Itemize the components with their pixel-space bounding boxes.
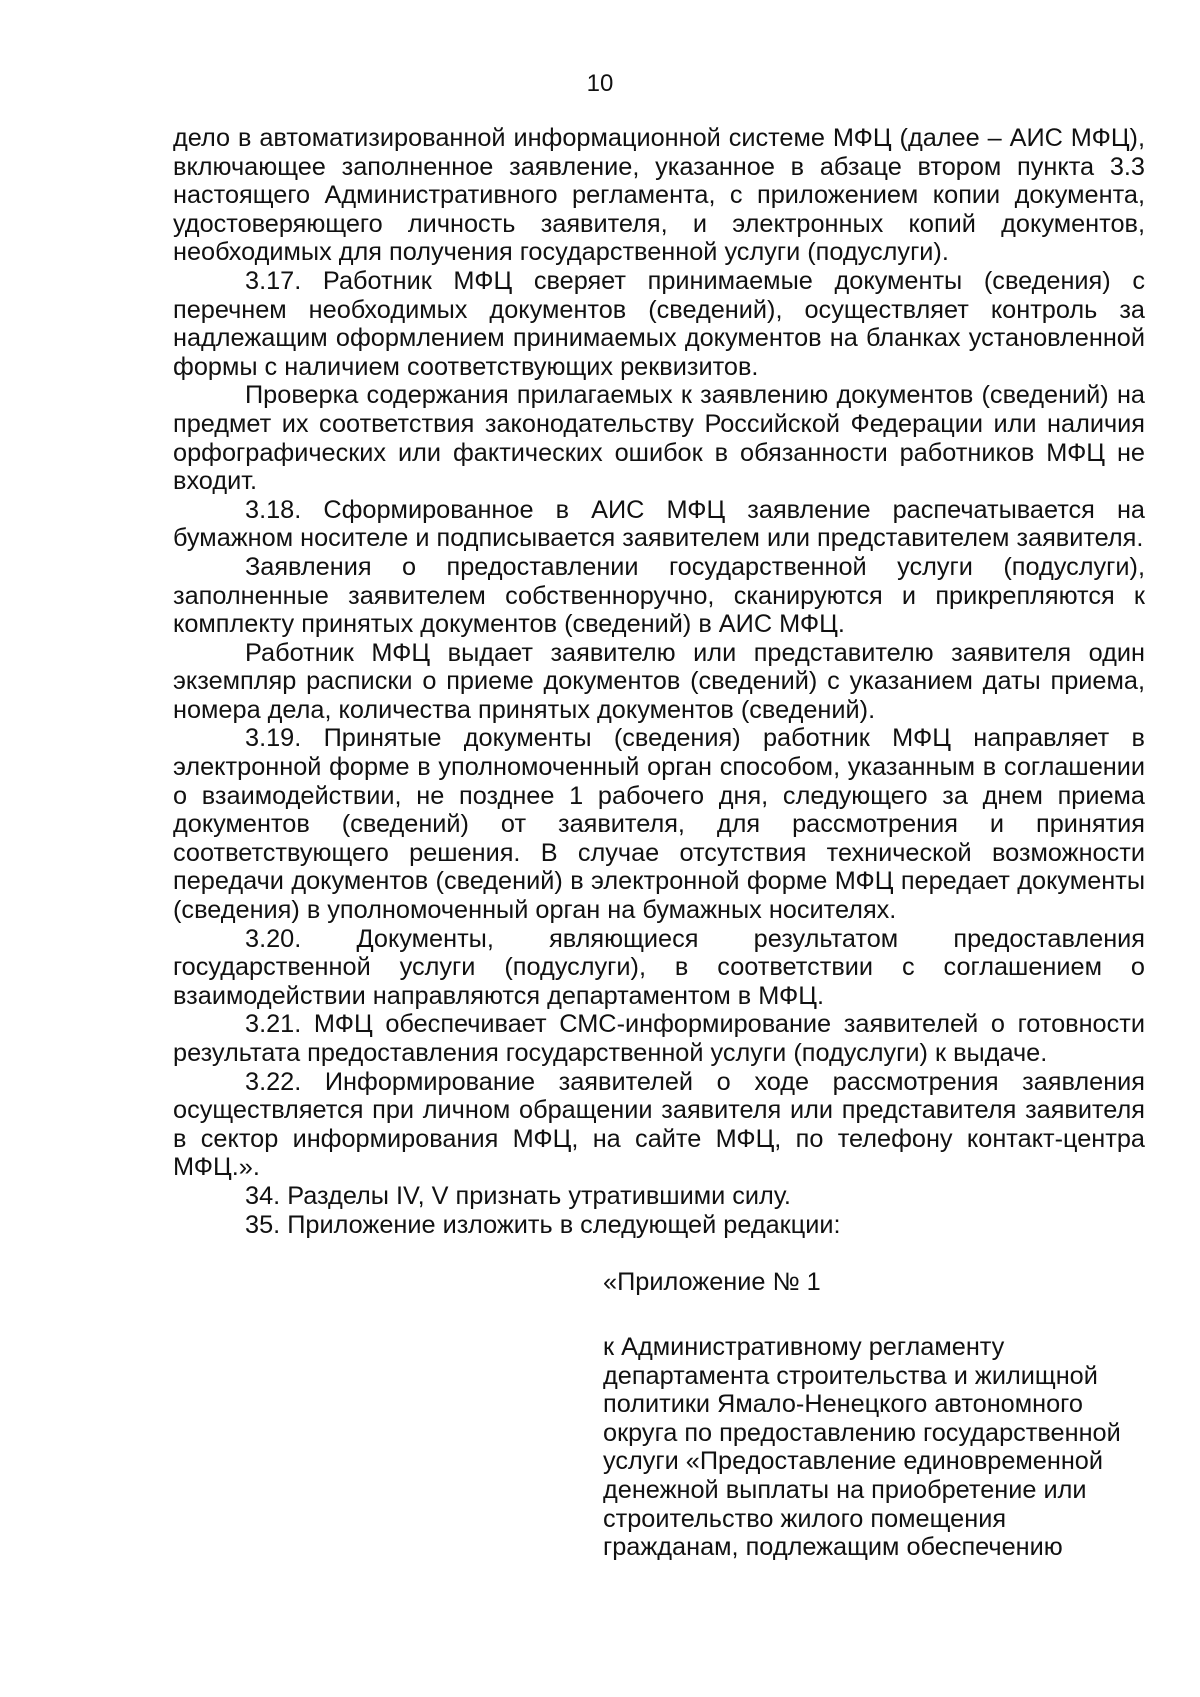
paragraph-3-19: 3.19. Принятые документы (сведения) работник МФЦ направляет в электронной форме в уполномоченный орган способом, указанным в соглашении о взаимодействии, не позднее 1 рабочего дня, следующего за днем приема документов (сведений) от заявителя, для рассмотрения и принятия соответствующего решения. В случае отсутствия технической возможности передачи документов (сведений) в электронной форме МФЦ передает документы (сведения) в уполномоченный орган на бумажных носителях. (173, 724, 1145, 925)
paragraph-34: 34. Разделы IV, V признать утратившими силу. (245, 1181, 791, 1210)
paragraph-3-20: 3.20. Документы, являющиеся результатом предоставления государственной услуги (подуслуги), в соответствии с соглашением о взаимодействии направляются департаментом в МФЦ. (173, 924, 1145, 1010)
paragraph-document-check: Проверка содержания прилагаемых к заявлению документов (сведений) на предмет их соответствия законодательству Российской Федерации или наличия орфографических или фактических ошибок в обязанности работников МФЦ не входит. (173, 381, 1145, 496)
paragraph-3-17: 3.17. Работник МФЦ сверяет принимаемые документы (сведения) с перечнем необходимых документов (сведений), осуществляет контроль за надлежащим оформлением принимаемых документов на бланках установленной формы с наличием соответствующих реквизитов. (173, 266, 1145, 381)
paragraph-3-18: 3.18. Сформированное в АИС МФЦ заявление распечатывается на бумажном носителе и подписывается заявителем или представителем заявителя. (173, 495, 1145, 553)
appendix-line: к Административному регламенту (603, 1333, 1005, 1361)
appendix-line: услуги «Предоставление единовременной (603, 1447, 1103, 1476)
appendix-line: округа по предоставлению государственной (603, 1418, 1121, 1447)
appendix-line: политики Ямало-Ненецкого автономного (603, 1390, 1083, 1419)
appendix-line: строительство жилого помещения (603, 1504, 1007, 1533)
paragraph-35: 35. Приложение изложить в следующей редакции: (245, 1210, 841, 1239)
document-body (173, 124, 1145, 1239)
appendix-reference (603, 1333, 1148, 1562)
paragraph-continuation: дело в автоматизированной информационной системе МФЦ (далее – АИС МФЦ), включающее заполненное заявление, указанное в абзаце втором пункта 3.3 настоящего Административного регламента, с приложением копии документа, удостоверяющего личность заявителя, и электронных копий документов, необходимых для получения государственной услуги (подуслуги). (173, 124, 1145, 267)
appendix-line: департамента строительства и жилищной (603, 1361, 1098, 1390)
paragraph-3-22: 3.22. Информирование заявителей о ходе рассмотрения заявления осуществляется при личном обращении заявителя или представителя заявителя в сектор информирования МФЦ, на сайте МФЦ, по телефону контакт-центра МФЦ.». (173, 1067, 1145, 1182)
appendix-title: «Приложение № 1 (603, 1268, 821, 1296)
page-number: 10 (586, 70, 614, 97)
paragraph-receipt: Работник МФЦ выдает заявителю или представителю заявителя один экземпляр расписки о приеме документов (сведений) с указанием даты приема, номера дела, количества принятых документов (сведений). (173, 638, 1145, 724)
paragraph-handwritten-applications: Заявления о предоставлении государственной услуги (подуслуги), заполненные заявителем собственноручно, сканируются и прикрепляются к комплекту принятых документов (сведений) в АИС МФЦ. (173, 552, 1145, 639)
appendix-line: денежной выплаты на приобретение или (603, 1475, 1087, 1504)
paragraph-3-21: 3.21. МФЦ обеспечивает СМС-информирование заявителей о готовности результата предоставления государственной услуги (подуслуги) к выдаче. (173, 1010, 1145, 1067)
appendix-line: гражданам, подлежащим обеспечению (603, 1533, 1063, 1562)
